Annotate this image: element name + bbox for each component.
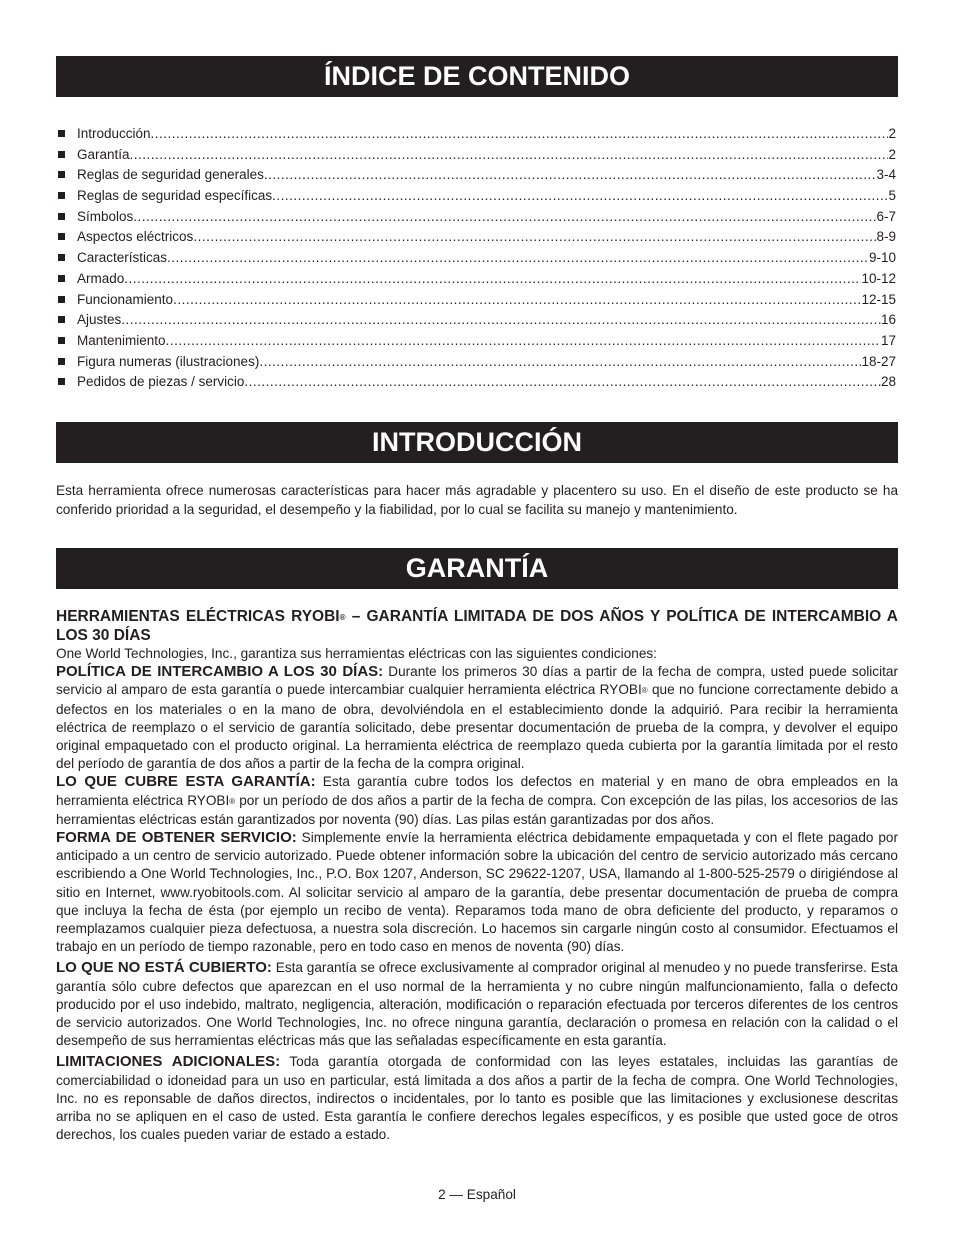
toc-page: 8-9 (876, 229, 896, 245)
intro-header: INTRODUCCIÓN (56, 422, 898, 463)
toc-item[interactable] (56, 186, 896, 207)
toc-page: 10-12 (861, 270, 896, 286)
exchange-policy-lead: POLÍTICA DE INTERCAMBIO A LOS 30 DÍAS: (56, 663, 384, 681)
exchange-policy-paragraph (56, 663, 898, 773)
limitations-paragraph (56, 1053, 898, 1144)
registered-mark: ® (229, 796, 236, 806)
registered-mark: ® (641, 686, 648, 696)
toc-label: Reglas de seguridad generales (77, 167, 264, 183)
service-lead: FORMA DE OBTENER SERVICIO: (56, 829, 297, 847)
toc-leader (173, 290, 861, 311)
bullet-square-icon (58, 151, 65, 158)
table-of-contents (56, 124, 896, 393)
toc-label: Garantía (77, 146, 130, 162)
toc-item[interactable] (56, 227, 896, 248)
toc-leader (124, 269, 861, 290)
warranty-conditions: One World Technologies, Inc., garantiza sus herramientas eléctricas con las siguientes condiciones: (56, 646, 657, 661)
toc-leader (166, 331, 881, 352)
toc-label: Características (77, 250, 168, 266)
toc-leader (272, 186, 888, 207)
warranty-section (56, 608, 898, 1144)
warranty-title-b: – GARANTÍA LIMITADA DE DOS AÑOS Y POLÍTICA DE INTERCAMBIO A LOS 30 DÍAS (56, 608, 899, 644)
toc-item[interactable] (56, 165, 896, 186)
intro-paragraph: Esta herramienta ofrece numerosas características para hacer más agradable y placentero su uso. En el diseño de este producto se ha conferido prioridad a la seguridad, el desempeño y la fiabilidad, por lo cual se facilita su manejo y mantenimiento. (56, 483, 898, 517)
not-covered-paragraph (56, 959, 898, 1050)
bullet-square-icon (58, 192, 65, 199)
toc-label: Aspectos eléctricos (77, 229, 194, 245)
registered-mark: ® (339, 613, 346, 622)
bullet-square-icon (58, 213, 65, 220)
toc-page: 17 (880, 332, 896, 348)
not-covered-text: Esta garantía se ofrece exclusivamente al comprador original al menudeo y no puede transferirse. Esta garantía sólo cubre defectos que aparezcan en el uso normal de la herramienta y no cubre ningún malfuncionamiento, falla o defecto producido por el uso indebido, maltrato, negligencia, alteración, modificación o reparación efectuada por terceros diferentes de los centros de servicio autorizados. One World Technologies, Inc. no ofrece ninguna garantía, declaración o promesa en relación con la calidad o el desempeño de sus herramientas eléctricas más que las señaladas específicamente en esta garantía. (56, 960, 898, 1049)
page-footer: 2 — Español (438, 1187, 516, 1202)
coverage-paragraph (56, 773, 898, 829)
bullet-square-icon (58, 337, 65, 344)
toc-label: Símbolos (77, 208, 134, 224)
toc-page: 2 (888, 126, 896, 141)
bullet-square-icon (58, 358, 65, 365)
limitations-lead: LIMITACIONES ADICIONALES: (56, 1053, 281, 1071)
toc-leader (130, 145, 889, 166)
bullet-square-icon (58, 130, 65, 137)
toc-page: 6-7 (876, 208, 896, 224)
service-text: Simplemente envíe la herramienta eléctrica debidamente empaquetada y con el flete pagado por anticipado a un centro de servicio autorizado. Puede obtener información sobre la ubicación del centro de servicio autorizado más cercano escribiendo a One World Technologies, Inc., P.O. Box 1207, Anderson, SC 29622-1207, USA, llamando al 1-800-525-2579 o dirigiéndose al sitio en Internet, www.ryobitools.com. Al solicitar servicio al amparo de la garantía, debe presentar documentación de prueba de compra que incluya la fecha de ésta (por ejemplo un recibo de venta). Reparamos toda mano de obra deficiente del producto, y reparamos o reemplazamos cualquier pieza defectuosa, a nuestra sola discreción. Lo hacemos sin cargarle ningún costo al consumidor. Efectuamos el trabajo en un período de tiempo razonable, pero en todo caso en menos de noventa (90) días. (56, 830, 898, 955)
toc-item[interactable] (56, 331, 896, 352)
toc-item[interactable] (56, 145, 896, 166)
toc-page: 2 (888, 146, 896, 162)
toc-leader (133, 207, 876, 228)
toc-item[interactable] (56, 269, 896, 290)
toc-page: 16 (880, 312, 896, 328)
coverage-text-b: por un período de dos años a partir de la fecha de compra. Con excepción de las pilas, los accesorios de las herramientas eléctricas están garantizados por noventa (90) días. Las pilas están garantizadas por dos años. (56, 792, 899, 827)
bullet-square-icon (58, 275, 65, 282)
toc-label: Ajustes (77, 312, 122, 328)
toc-item[interactable] (56, 124, 896, 145)
toc-leader (193, 227, 876, 248)
toc-label: Mantenimiento (77, 332, 166, 348)
coverage-text-a: Esta garantía cubre todos los defectos en material y en mano de obra empleados en la herramienta eléctrica RYOBI (56, 774, 898, 808)
toc-leader (259, 352, 861, 373)
warranty-title (56, 608, 898, 645)
toc-label: Pedidos de piezas / servicio (77, 374, 245, 390)
not-covered-lead: LO QUE NO ESTÁ CUBIERTO: (56, 959, 272, 977)
bullet-square-icon (58, 233, 65, 240)
toc-page: 28 (880, 374, 896, 390)
toc-header: ÍNDICE DE CONTENIDO (56, 56, 898, 97)
bullet-square-icon (58, 296, 65, 303)
toc-item[interactable] (56, 352, 896, 373)
bullet-square-icon (58, 316, 65, 323)
toc-item[interactable] (56, 372, 896, 393)
warranty-title-a: HERRAMIENTAS ELÉCTRICAS RYOBI (56, 608, 340, 625)
limitations-text: Toda garantía otorgada de conformidad con las leyes estatales, incluidas las garantías de comerciabilidad o idoneidad para un uso en particular, está limitada a dos años a partir de la fecha de compra. One World Technologies, Inc. no es reponsable de daños directos, indirectos o incidentales, por lo tanto es posible que las limitaciones y exclusionese descritas arriba no se apliquen en el caso de usted. Esta garantía le confiere derechos legales específicos, y es posible que usted goce de otros derechos, los cuales pueden variar de estado a estado. (56, 1054, 899, 1143)
warranty-header: GARANTÍA (56, 548, 898, 589)
exchange-policy-text-a: Durante los primeros 30 días a partir de la fecha de compra, usted puede solicitar servicio al amparo de esta garantía o puede intercambiar cualquier herramienta eléctrica RYOBI (56, 664, 898, 698)
toc-page: 3-4 (876, 167, 896, 183)
toc-leader (121, 310, 881, 331)
toc-item[interactable] (56, 310, 896, 331)
bullet-square-icon (58, 171, 65, 178)
bullet-square-icon (58, 254, 65, 261)
toc-leader (244, 372, 881, 393)
toc-page: 12-15 (861, 291, 896, 307)
service-paragraph (56, 829, 898, 956)
toc-label: Figura numeras (ilustraciones) (77, 353, 260, 369)
toc-label: Reglas de seguridad específicas (77, 188, 273, 204)
toc-page: 18-27 (861, 353, 896, 369)
toc-leader (264, 165, 877, 186)
coverage-lead: LO QUE CUBRE ESTA GARANTÍA: (56, 773, 316, 791)
toc-item[interactable] (56, 207, 896, 228)
exchange-policy-text-b: que no funcione correctamente debido a defectos en los materiales o en la mano de obra, devolviéndola en el establecimiento donde la adquirió. Para recibir la herramienta eléctrica de reemplazo o el servicio de garantía solicitado, debe presentar documentación de prueba de la compra, y devolver el equipo original empaquetado con el producto original. La herramienta eléctrica de reemplazo queda cubierta por la garantía limitada por el resto del período de garantía de dos años a partir de la fecha de la compra original. (56, 682, 899, 772)
toc-label: Funcionamiento (77, 291, 174, 307)
toc-page: 5 (888, 188, 896, 204)
toc-label: Armado (77, 270, 125, 286)
toc-page: 9-10 (868, 250, 896, 266)
toc-leader (151, 124, 889, 145)
toc-item[interactable] (56, 248, 896, 269)
toc-leader (167, 248, 869, 269)
bullet-square-icon (58, 378, 65, 385)
toc-item[interactable] (56, 290, 896, 311)
toc-label: Introducción (77, 126, 151, 141)
